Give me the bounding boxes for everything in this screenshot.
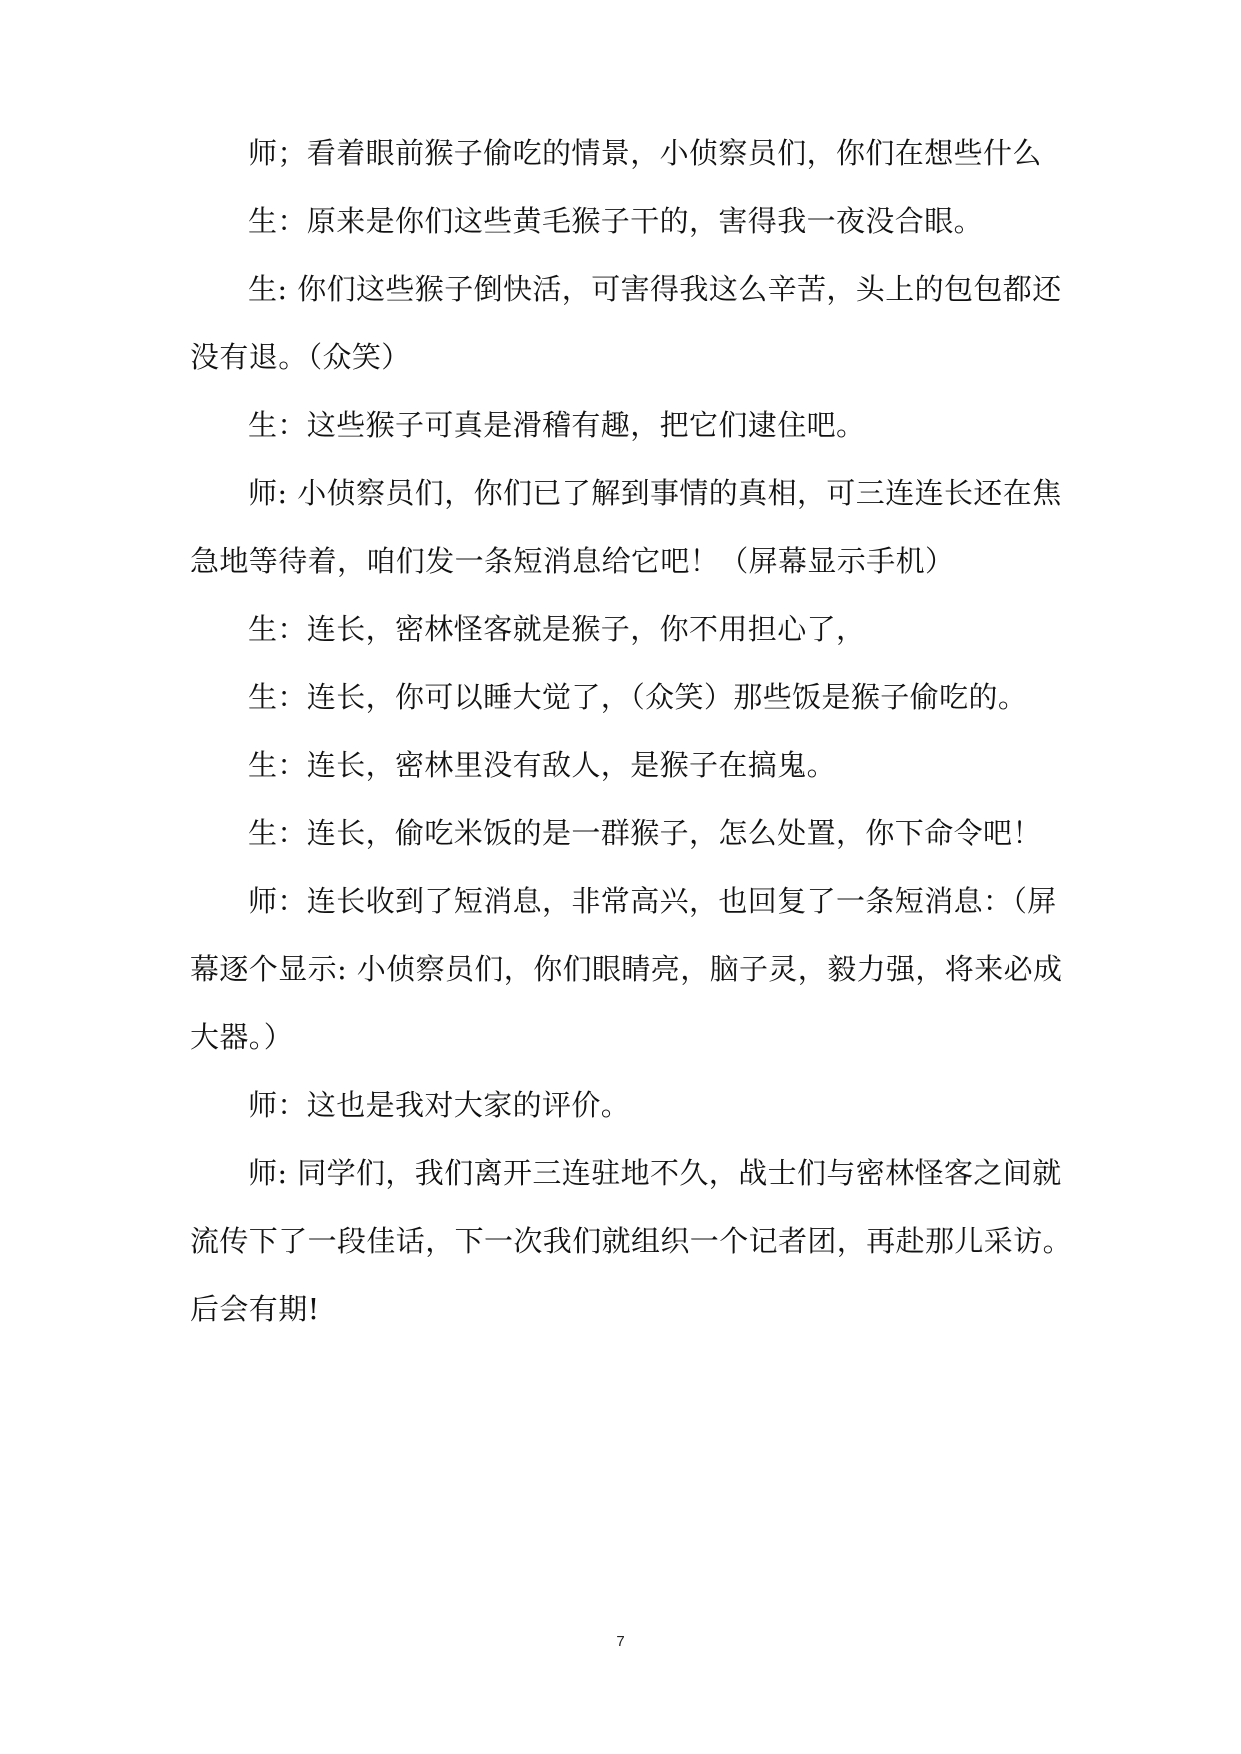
- text-line: 流传下了一段佳话，下一次我们就组织一个记者团，再赴那儿采访。: [190, 1224, 1073, 1258]
- text-line: 师: 小侦察员们，你们已了解到事情的真相，可三连连长还在焦: [248, 476, 1062, 510]
- text-line: 师：连长收到了短消息，非常高兴，也回复了一条短消息：（屏: [248, 884, 1057, 918]
- text-line: 师：这也是我对大家的评价。: [248, 1088, 631, 1122]
- text-line: 生：这些猴子可真是滑稽有趣，把它们逮住吧。: [248, 408, 866, 442]
- text-line: 生: 你们这些猴子倒快活，可害得我这么辛苦，头上的包包都还: [248, 272, 1062, 306]
- text-line: 没有退。（众笑）: [190, 340, 411, 374]
- text-line: 生：连长，密林里没有敌人，是猴子在搞鬼。: [248, 748, 837, 782]
- text-line: 师；看着眼前猴子偷吃的情景，小侦察员们，你们在想些什么: [248, 136, 1042, 170]
- text-line: 生：连长，偷吃米饭的是一群猴子，怎么处置，你下命令吧！: [248, 816, 1042, 850]
- text-line: 急地等待着，咱们发一条短消息给它吧！（屏幕显示手机）: [190, 544, 955, 578]
- text-line: 生：连长，你可以睡大觉了，（众笑）那些饭是猴子偷吃的。: [248, 680, 1028, 714]
- text-line: 生：连长，密林怪客就是猴子，你不用担心了，: [248, 612, 866, 646]
- text-line: 幕逐个显示: 小侦察员们，你们眼睛亮，脑子灵，毅力强，将来必成: [190, 952, 1063, 986]
- page-number: 7: [616, 1633, 625, 1650]
- text-line: 师: 同学们，我们离开三连驻地不久，战士们与密林怪客之间就: [248, 1156, 1062, 1190]
- text-line: 大器。）: [190, 1020, 294, 1054]
- text-line: 生：原来是你们这些黄毛猴子干的，害得我一夜没合眼。: [248, 204, 984, 238]
- text-line: 后会有期!: [190, 1292, 320, 1326]
